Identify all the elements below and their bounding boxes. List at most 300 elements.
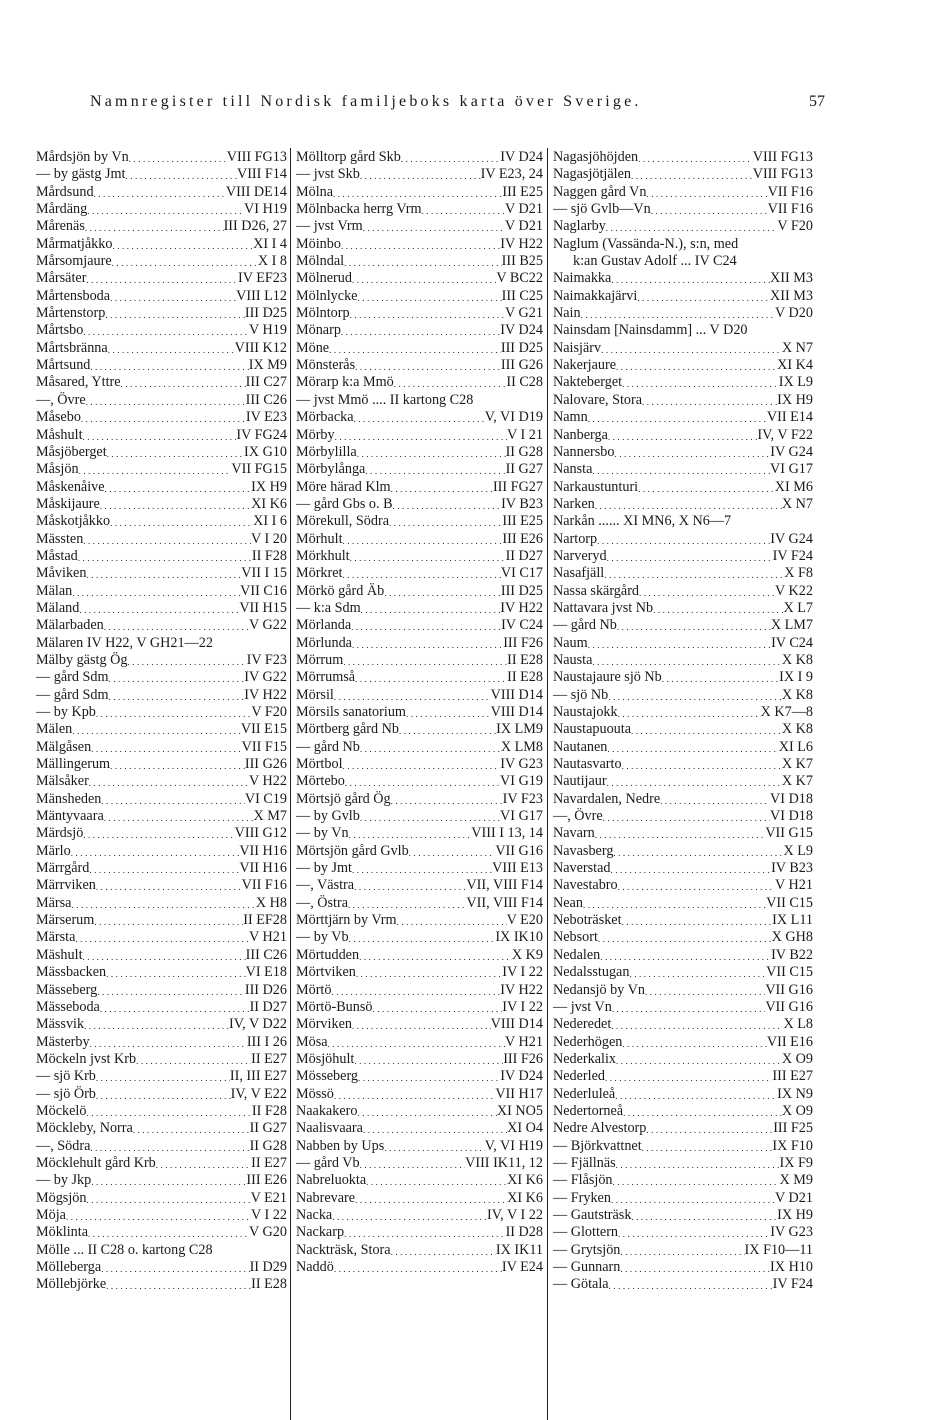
entry-map-reference: IV B23 (771, 860, 813, 877)
leader-dots (611, 1016, 783, 1033)
entry-map-reference: IV G23 (500, 756, 543, 773)
index-entry (36, 513, 287, 530)
entry-name: — gård Gbs o. B (296, 495, 393, 512)
index-column-2 (296, 149, 543, 1276)
index-entry (296, 1242, 543, 1259)
leader-dots (588, 409, 767, 426)
entry-name: Neboträsket (553, 912, 622, 929)
index-entry (553, 877, 813, 894)
entry-name: Mörsils sanatorium (296, 704, 406, 720)
index-entry (553, 392, 813, 409)
entry-name: Mässeberg (36, 981, 98, 998)
entry-name: Måskijaure (36, 495, 100, 512)
leader-dots (389, 513, 502, 530)
entry-name: Naustajokk (553, 704, 618, 720)
entry-name: Nakerjaure (553, 357, 617, 374)
entry-name: Namn (553, 409, 588, 426)
leader-dots (86, 1103, 251, 1120)
index-entry (36, 825, 287, 842)
entry-map-reference: X M9 (779, 1172, 813, 1189)
entry-map-reference: VIII D14 (490, 686, 543, 703)
entry-map-reference: IV I 22 (502, 998, 543, 1015)
entry-map-reference: X M7 (253, 808, 287, 825)
entry-name: Nebsort (553, 929, 598, 946)
leader-dots (608, 427, 758, 444)
index-entry (296, 305, 543, 322)
entry-map-reference: V G20 (249, 1224, 287, 1241)
entry-name: —, Övre (553, 808, 603, 825)
leader-dots (391, 1242, 496, 1259)
entry-map-reference: X K9 (511, 946, 543, 963)
entry-name: — gård Sdm (36, 669, 109, 686)
entry-name: Möckleby, Norra (36, 1120, 133, 1137)
entry-name: Möinbo (296, 235, 341, 252)
leader-dots (614, 444, 770, 461)
entry-map-reference: XI L6 (778, 738, 813, 755)
entry-name: Nautijaur (553, 773, 607, 790)
leader-dots (384, 583, 501, 600)
entry-map-reference: IX IK11 (495, 1241, 543, 1258)
entry-name: Naakakero (296, 1102, 358, 1119)
index-entry (36, 860, 287, 877)
entry-name: Mölleberga (36, 1259, 102, 1275)
leader-dots (96, 704, 251, 721)
entry-map-reference: VII C16 (240, 582, 287, 599)
index-entry (36, 149, 287, 166)
index-entry (553, 305, 813, 322)
entry-map-reference: VII I 15 (241, 565, 287, 582)
index-entry (36, 409, 287, 426)
index-entry (553, 357, 813, 374)
leader-dots (106, 1276, 251, 1293)
index-entry (296, 184, 543, 201)
leader-dots (83, 947, 246, 964)
entry-map-reference: X O9 (781, 1102, 813, 1119)
entry-map-reference: II EF28 (243, 912, 287, 929)
leader-dots (90, 1034, 247, 1051)
entry-map-reference: VI G19 (500, 773, 543, 790)
leader-dots (96, 1086, 231, 1103)
leader-dots (109, 669, 245, 686)
leader-dots (611, 860, 772, 877)
entry-map-reference: VII G16 (765, 998, 813, 1015)
entry-name: Mögsjön (36, 1189, 87, 1206)
entry-map-reference: VIII L12 (236, 287, 287, 304)
entry-name: Nackträsk, Stora (296, 1241, 391, 1258)
entry-map-reference: IV H22 (244, 686, 287, 703)
entry-name: — jvst Skb (296, 166, 360, 183)
leader-dots (75, 929, 249, 946)
leader-dots (607, 548, 773, 565)
entry-name: Mästerby (36, 1033, 90, 1050)
index-entry (296, 652, 543, 669)
entry-map-reference: V E21 (250, 1189, 287, 1206)
entry-map-reference: IV D24 (500, 322, 543, 339)
leader-dots (343, 531, 503, 548)
entry-map-reference: VI G17 (770, 461, 813, 478)
leader-dots (72, 583, 240, 600)
leader-dots (391, 791, 503, 808)
entry-name: Märserum (36, 912, 95, 929)
index-entry (296, 1086, 543, 1103)
entry-map-reference: IV C24 (771, 634, 813, 651)
entry-map-reference: II G28 (505, 443, 543, 460)
entry-map-reference: X K7 (781, 756, 813, 773)
index-entry (553, 149, 813, 166)
entry-name: Naimakkajärvi (553, 287, 638, 304)
entry-map-reference: IX L9 (778, 374, 813, 391)
entry-map-reference: VI C17 (500, 565, 543, 582)
entry-map-reference: III C26 (245, 391, 287, 408)
entry-map-reference: IX H10 (770, 1259, 813, 1275)
leader-dots (357, 1103, 496, 1120)
entry-map-reference: VIII FG13 (752, 166, 813, 183)
entry-name: —, Västra (296, 877, 355, 894)
leader-dots (616, 1051, 782, 1068)
entry-name: — gård Vb (296, 1154, 360, 1171)
leader-dots (341, 322, 500, 339)
entry-map-reference: VII E15 (240, 721, 287, 738)
entry-map-reference: III D26 (244, 981, 287, 998)
entry-name: Mösa (296, 1033, 328, 1050)
entry-map-reference: VII FG15 (231, 461, 287, 478)
leader-dots (583, 895, 766, 912)
index-entry (553, 756, 813, 773)
leader-dots (393, 496, 502, 513)
entry-name: Mörkö gård Äb (296, 582, 385, 599)
index-entry (296, 1051, 543, 1068)
leader-dots (87, 201, 244, 218)
index-entry (296, 583, 543, 600)
entry-map-reference: V D21 (505, 218, 543, 235)
index-entry (296, 860, 543, 877)
entry-name: Navarn (553, 825, 595, 842)
entry-map-reference: III G26 (500, 357, 543, 374)
index-entry (553, 1086, 813, 1103)
index-entry (553, 340, 813, 357)
entry-name: Mörlanda (296, 617, 352, 634)
index-entry (296, 253, 543, 270)
entry-map-reference: VI H19 (244, 201, 287, 218)
entry-map-reference: XI M6 (774, 478, 813, 495)
index-entry (36, 982, 287, 999)
entry-name: Mårtsbo (36, 322, 84, 339)
entry-name: Mässbacken (36, 964, 107, 981)
entry-map-reference: V I 21 (507, 426, 543, 443)
index-entry (296, 721, 543, 738)
leader-dots (83, 825, 234, 842)
leader-dots (604, 565, 784, 582)
leader-dots (618, 1224, 770, 1241)
entry-map-reference: IV E24 (501, 1259, 543, 1275)
index-entry (553, 721, 813, 738)
entry-name: Möllebjörke (36, 1276, 107, 1293)
entry-map-reference: VIII K12 (234, 339, 287, 356)
entry-map-reference: IV D24 (500, 1068, 543, 1085)
entry-name: — gård Sdm (36, 686, 109, 703)
index-entry (296, 635, 543, 652)
index-entry (36, 947, 287, 964)
entry-map-reference: VII F16 (767, 183, 813, 200)
leader-dots (344, 253, 502, 270)
leader-dots (647, 184, 768, 201)
index-entry (296, 739, 543, 756)
index-entry (36, 687, 287, 704)
leader-dots (352, 860, 492, 877)
leader-dots (611, 270, 770, 287)
entry-map-reference: IX F10—11 (744, 1241, 813, 1258)
entry-map-reference: VIII D14 (490, 1016, 543, 1033)
leader-dots (343, 756, 501, 773)
index-entry (296, 288, 543, 305)
entry-name: — sjö Gvlb—Vn (553, 201, 651, 218)
leader-dots (595, 825, 766, 842)
leader-dots (341, 236, 500, 253)
leader-dots (104, 617, 249, 634)
index-entry (36, 1016, 287, 1033)
leader-dots (343, 652, 507, 669)
index-entry (553, 253, 813, 270)
entry-name: Narkaustunturi (553, 478, 639, 495)
entry-map-reference: X L8 (783, 1016, 813, 1033)
entry-name: Mårtensboda (36, 287, 111, 304)
entry-name: Möja (36, 1206, 66, 1223)
entry-name: — by Jkp (36, 1172, 92, 1189)
leader-dots (91, 1172, 246, 1189)
index-entry (553, 184, 813, 201)
leader-dots (110, 756, 245, 773)
entry-name: Mälaren IV H22, V GH21—22 (36, 634, 213, 651)
index-entry (296, 912, 543, 929)
entry-map-reference: V H21 (249, 929, 287, 946)
entry-name: Nalovare, Stora (553, 391, 643, 408)
index-entry (296, 236, 543, 253)
entry-name: Nautanen (553, 738, 608, 755)
entry-name: — by Gvlb (296, 808, 360, 825)
index-entry (553, 1051, 813, 1068)
leader-dots (79, 461, 232, 478)
leader-dots (642, 392, 777, 409)
index-entry (296, 1120, 543, 1137)
entry-map-reference: III G26 (244, 756, 287, 773)
entry-name: — Götala (553, 1276, 609, 1293)
entry-name: Naddö (296, 1259, 334, 1275)
index-entry (36, 617, 287, 634)
entry-map-reference: V, VI D19 (484, 409, 543, 426)
leader-dots (611, 1190, 775, 1207)
entry-name: Naustajaure sjö Nb (553, 669, 662, 686)
entry-name: Nedansjö by Vn (553, 981, 645, 998)
index-entry (36, 531, 287, 548)
entry-map-reference: III E25 (502, 513, 543, 530)
entry-name: Möre härad Klm (296, 478, 391, 495)
leader-dots (360, 739, 501, 756)
entry-map-reference: VIII FG13 (226, 149, 287, 165)
leader-dots (112, 253, 258, 270)
leader-dots (618, 704, 761, 721)
entry-name: Nartorp (553, 530, 598, 547)
entry-name: — Grytsjön (553, 1241, 621, 1258)
leader-dots (84, 1016, 229, 1033)
entry-name: Nedertorneå (553, 1102, 624, 1119)
index-entry (36, 669, 287, 686)
entry-name: Mälarbaden (36, 617, 104, 634)
index-entry (296, 756, 543, 773)
index-entry (296, 1207, 543, 1224)
index-entry (553, 236, 813, 253)
leader-dots (125, 166, 236, 183)
index-entry (553, 1224, 813, 1241)
index-entry (296, 218, 543, 235)
entry-map-reference: V G21 (505, 305, 543, 322)
index-entry (296, 1016, 543, 1033)
leader-dots (88, 1224, 249, 1241)
leader-dots (101, 1259, 249, 1276)
entry-name: Mäntyvaara (36, 808, 104, 825)
entry-name: Navestabro (553, 877, 618, 894)
leader-dots (97, 982, 245, 999)
leader-dots (639, 583, 775, 600)
index-entry (296, 929, 543, 946)
entry-name: Nautasvarto (553, 756, 622, 773)
index-entry (553, 1034, 813, 1051)
entry-name: Navardalen, Nedre (553, 790, 661, 807)
leader-dots (366, 1172, 507, 1189)
index-entry (296, 565, 543, 582)
index-entry (553, 218, 813, 235)
leader-dots (592, 652, 781, 669)
index-entry (296, 1068, 543, 1085)
leader-dots (352, 635, 503, 652)
column-divider (290, 148, 291, 1420)
entry-name: Möckelö (36, 1102, 87, 1119)
entry-name: Måsjöberget (36, 443, 107, 460)
entry-name: — k:a Sdm (296, 599, 361, 616)
leader-dots (129, 149, 227, 166)
index-entry (553, 479, 813, 496)
leader-dots (334, 1259, 502, 1276)
entry-map-reference: XI NO5 (496, 1102, 543, 1119)
entry-map-reference: X O9 (781, 1050, 813, 1067)
index-entry (36, 1155, 287, 1172)
leader-dots (372, 999, 502, 1016)
entry-name: Nederedet (553, 1016, 612, 1033)
entry-map-reference: VII G16 (765, 981, 813, 998)
leader-dots (331, 982, 500, 999)
index-entry (553, 617, 813, 634)
entry-map-reference: IV E23 (245, 409, 287, 426)
entry-map-reference: XI K6 (251, 495, 287, 512)
leader-dots (350, 305, 505, 322)
entry-map-reference: III E26 (246, 1172, 287, 1189)
entry-map-reference: X N7 (781, 339, 813, 356)
entry-name: Mårmatjåkko (36, 235, 113, 252)
entry-map-reference: V H21 (505, 1033, 543, 1050)
entry-name: Mälan (36, 582, 73, 599)
entry-map-reference: II, III E27 (229, 1068, 287, 1085)
leader-dots (637, 288, 770, 305)
entry-map-reference: VIII IK11, 12 (465, 1154, 543, 1171)
entry-map-reference: IV B23 (501, 495, 543, 512)
entry-map-reference: V E20 (506, 912, 543, 929)
index-entry (36, 1276, 287, 1293)
entry-map-reference: IV H22 (500, 235, 543, 252)
entry-name: Mårtsbränna (36, 339, 108, 356)
entry-map-reference: IV, V E22 (230, 1085, 287, 1102)
entry-map-reference: II F28 (251, 1102, 287, 1119)
entry-map-reference: III E26 (502, 530, 543, 547)
entry-name: Nederled (553, 1068, 605, 1085)
entry-map-reference: X K7 (781, 773, 813, 790)
index-entry (36, 1068, 287, 1085)
entry-name: Nackarp (296, 1224, 345, 1241)
leader-dots (96, 1068, 230, 1085)
index-entry (296, 496, 543, 513)
index-entry (296, 704, 543, 721)
entry-name: Mölle ... II C28 o. kartong C28 (36, 1241, 213, 1258)
entry-name: Måstad (36, 547, 78, 564)
entry-map-reference: VIII DE14 (225, 183, 287, 200)
index-entry (553, 1242, 813, 1259)
leader-dots (83, 322, 249, 339)
entry-name: Naalisvaara (296, 1120, 363, 1137)
entry-name: Nederhögen (553, 1033, 623, 1050)
entry-map-reference: V H22 (249, 773, 287, 790)
entry-map-reference: VI G17 (500, 808, 543, 825)
leader-dots (86, 392, 246, 409)
index-entry (296, 1103, 543, 1120)
leader-dots (104, 808, 254, 825)
entry-map-reference: VII G15 (765, 825, 813, 842)
entry-map-reference: IV B22 (771, 946, 813, 963)
entry-map-reference: IV FG24 (236, 426, 287, 443)
leader-dots (329, 340, 501, 357)
entry-map-reference: X K8 (781, 686, 813, 703)
entry-name: Mörtviken (296, 964, 356, 981)
index-entry (296, 374, 543, 391)
entry-name: Mörtebo (296, 773, 345, 790)
entry-map-reference: IV, V F22 (757, 426, 813, 443)
index-entry (36, 999, 287, 1016)
leader-dots (83, 427, 237, 444)
entry-name: Narveryd (553, 547, 607, 564)
leader-dots (85, 218, 224, 235)
entry-name: — Gautsträsk (553, 1206, 632, 1223)
entry-name: Mörtberg gård Nb (296, 721, 399, 738)
entry-name: Mörtö (296, 981, 332, 998)
leader-dots (156, 1155, 251, 1172)
entry-map-reference: V G22 (249, 617, 287, 634)
entry-map-reference: XI K6 (507, 1189, 543, 1206)
entry-name: — Björkvattnet (553, 1137, 642, 1154)
index-entry (553, 600, 813, 617)
entry-name: — Fryken (553, 1189, 611, 1206)
entry-map-reference: VII E14 (766, 409, 813, 426)
entry-map-reference: IV H22 (500, 981, 543, 998)
entry-name: Naglum (Vassända-N.), s:n, med (553, 235, 739, 252)
entry-name: — Fjällnäs (553, 1154, 616, 1171)
leader-dots (622, 756, 782, 773)
entry-map-reference: V D21 (505, 201, 543, 218)
entry-name: Nanberga (553, 426, 608, 443)
index-entry (553, 374, 813, 391)
entry-map-reference: II G28 (249, 1137, 287, 1154)
index-entry (36, 374, 287, 391)
entry-name: Mörsil (296, 686, 334, 703)
entry-name: Mårsäter (36, 270, 87, 287)
entry-map-reference: II E28 (507, 669, 543, 686)
leader-dots (631, 1207, 777, 1224)
